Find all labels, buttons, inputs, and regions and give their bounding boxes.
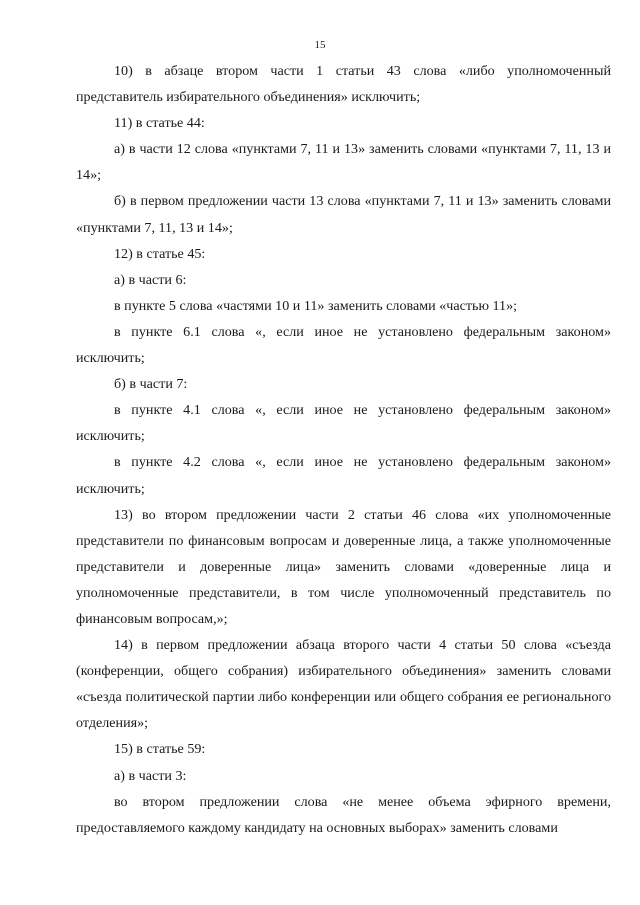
paragraph: в пункте 4.1 слова «, если иное не установлено федеральным законом» исключить; <box>76 402 611 445</box>
paragraph: 15) в статье 59: <box>114 741 206 758</box>
paragraph: 12) в статье 45: <box>114 245 206 262</box>
paragraph: а) в части 3: <box>114 767 187 784</box>
paragraph: в пункте 6.1 слова «, если иное не установлено федеральным законом» исключить; <box>76 323 611 367</box>
page-number: 15 <box>314 39 326 51</box>
paragraph: 11) в статье 44: <box>114 115 205 132</box>
paragraph: б) в части 7: <box>114 376 188 393</box>
paragraph: а) в части 6: <box>114 271 187 288</box>
paragraph: 13) во втором предложении части 2 статьи 46 слова «их уполномоченные представители по финансовым вопросам и доверенные лица, а также уполномоченные представители и доверенные лица» заменить словами «доверенные лица и уполномоченные представители, в том числе уполномоченный представитель по финансовым вопросам,»; <box>76 506 611 627</box>
paragraph: а) в части 12 слова «пунктами 7, 11 и 13» заменить словами «пунктами 7, 11, 13 и 14»; <box>76 141 611 184</box>
paragraph: 10) в абзаце втором части 1 статьи 43 слова «либо уполномоченный представитель избирательного объединения» исключить; <box>76 63 611 106</box>
document-body <box>76 58 611 841</box>
paragraph: в пункте 4.2 слова «, если иное не установлено федеральным законом» исключить; <box>76 454 611 497</box>
paragraph: б) в первом предложении части 13 слова «пунктами 7, 11 и 13» заменить словами «пунктами 7, 11, 13 и 14»; <box>76 193 611 236</box>
paragraph: в пункте 5 слова «частями 10 и 11» заменить словами «частью 11»; <box>114 297 518 314</box>
paragraph: во втором предложении слова «не менее объема эфирного времени, предоставляемого каждому кандидату на основных выборах» заменить словами <box>76 793 611 836</box>
paragraph: 14) в первом предложении абзаца второго части 4 статьи 50 слова «съезда (конференции, общего собрания) избирательного объединения» заменить словами «съезда политической партии либо конференции или общего собрания ее регионального отделения»; <box>76 637 611 732</box>
